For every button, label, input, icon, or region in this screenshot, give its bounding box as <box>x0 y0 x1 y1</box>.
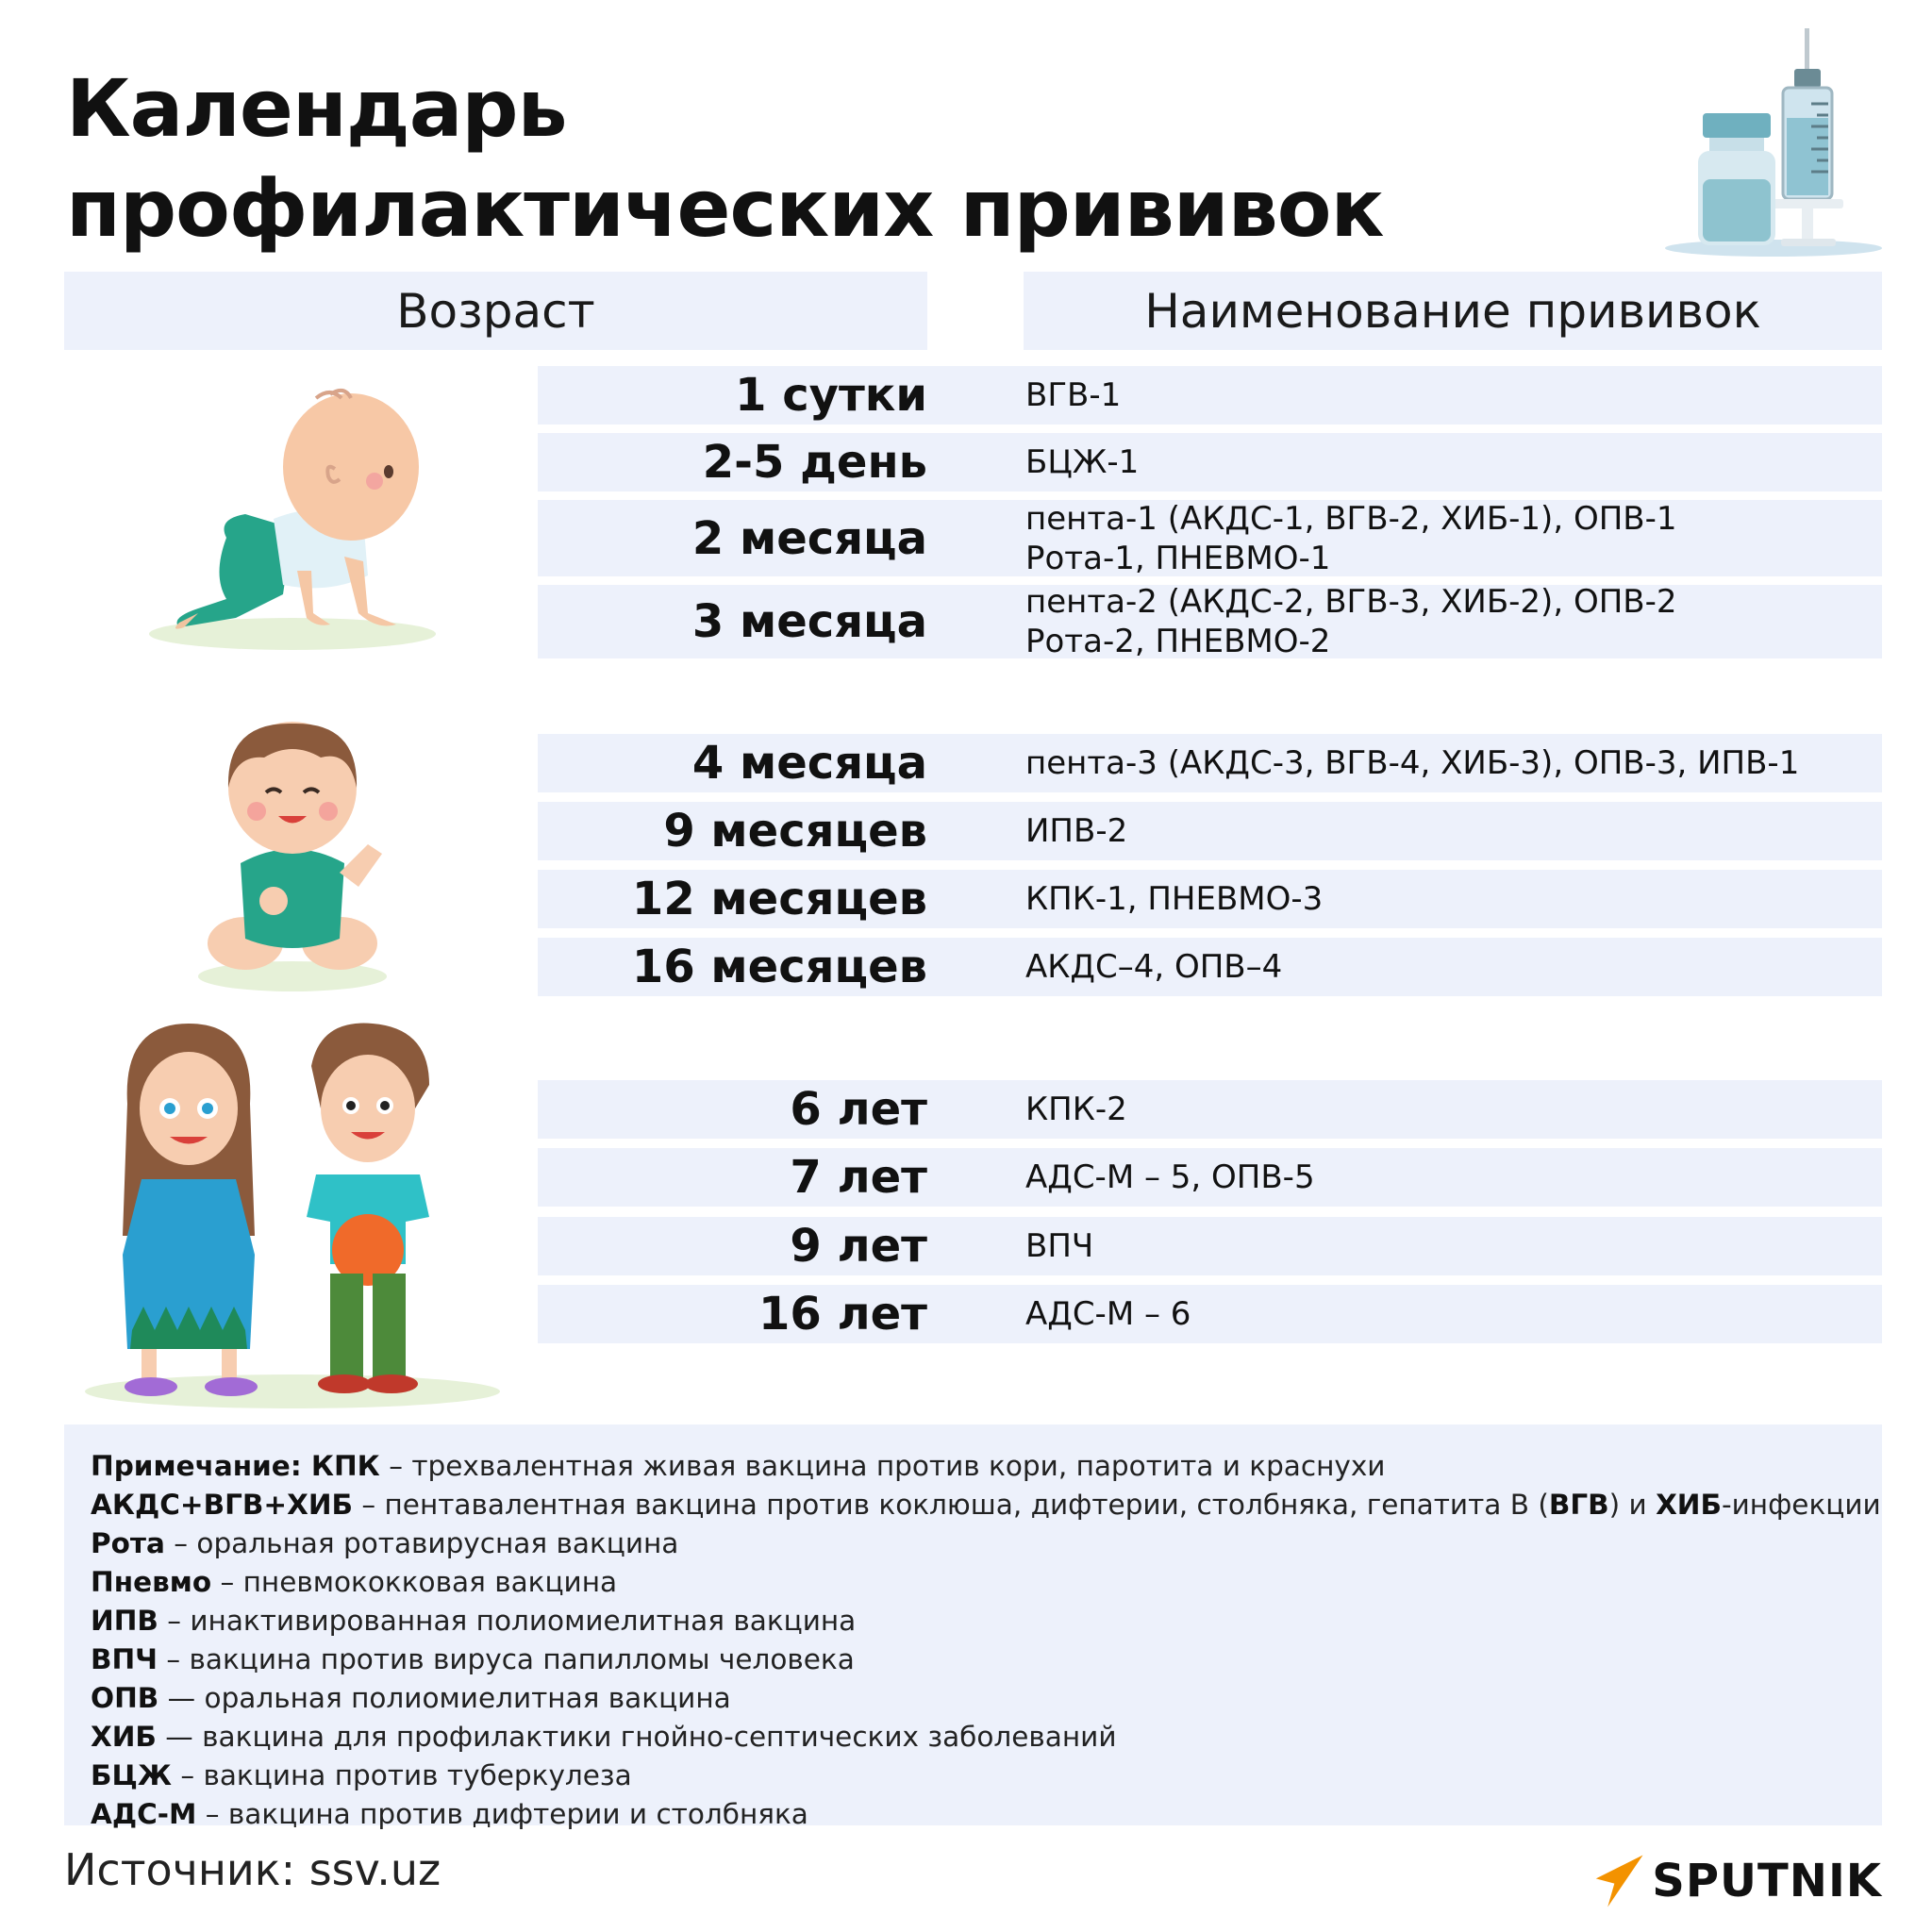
row-age: 12 месяцев <box>631 873 927 925</box>
row-age: 1 сутки <box>735 369 927 422</box>
note-line: ВПЧ – вакцина против вируса папилломы человека <box>91 1643 855 1675</box>
row-age: 9 месяцев <box>663 805 927 858</box>
row-age: 2 месяца <box>691 511 927 565</box>
schedule-row <box>538 1148 1882 1207</box>
note-line: ХИБ — вакцина для профилактики гнойно-септических заболеваний <box>91 1721 1117 1753</box>
row-age: 16 месяцев <box>631 941 927 993</box>
row-age: 3 месяца <box>691 595 927 648</box>
row-vaccines: пента-3 (АКДС-3, ВГВ-4, ХИБ-3), ОПВ-3, ИПВ-1 <box>1025 744 1800 782</box>
schedule-row <box>538 366 1882 425</box>
title-line-1: Календарь <box>66 62 567 155</box>
schedule-row <box>538 1080 1882 1139</box>
row-age: 16 лет <box>758 1288 927 1341</box>
sputnik-logo[interactable] <box>1594 1844 1882 1918</box>
row-age: 6 лет <box>790 1083 927 1136</box>
notes-panel <box>64 1424 1882 1830</box>
vial-syringe-icon <box>1660 24 1887 259</box>
title-line-2: профилактических прививок <box>66 162 1384 255</box>
note-line: ОПВ — оральная полиомиелитная вакцина <box>91 1682 731 1714</box>
schedule-row <box>538 802 1882 860</box>
schedule-row <box>538 870 1882 928</box>
row-vaccines: ВПЧ <box>1025 1227 1094 1265</box>
note-line: Рота – оральная ротавирусная вакцина <box>91 1527 679 1559</box>
row-vaccines: пента-2 (АКДС-2, ВГВ-3, ХИБ-2), ОПВ-2 Рота-2, ПНЕВМО-2 <box>1025 583 1677 660</box>
schedule-row <box>538 1285 1882 1343</box>
schedule-row <box>538 938 1882 996</box>
row-age: 2-5 день <box>702 436 927 489</box>
schedule-row <box>538 1217 1882 1275</box>
note-line: АДС-М – вакцина против дифтерии и столбняка <box>91 1798 808 1830</box>
row-age: 4 месяца <box>691 737 927 790</box>
row-vaccines: КПК-1, ПНЕВМО-3 <box>1025 880 1324 918</box>
sputnik-arrow-icon <box>1594 1848 1644 1914</box>
schedule-row <box>538 433 1882 491</box>
source-text: Источник: ssv.uz <box>64 1844 441 1895</box>
schedule-row <box>538 500 1882 576</box>
note-line: БЦЖ – вакцина против туберкулеза <box>91 1759 632 1791</box>
header-age: Возраст <box>64 272 927 350</box>
note-line: АКДС+ВГВ+ХИБ – пентавалентная вакцина против коклюша, дифтерии, столбняка, гепатита В (ВГВ) и ХИБ-инфекции <box>91 1489 1881 1521</box>
row-age: 9 лет <box>790 1220 927 1273</box>
row-vaccines: КПК-2 <box>1025 1091 1127 1128</box>
schedule-row <box>538 734 1882 792</box>
row-vaccines: АДС-М – 5, ОПВ-5 <box>1025 1158 1315 1196</box>
header-vaccines: Наименование прививок <box>1024 272 1882 350</box>
row-age: 7 лет <box>790 1151 927 1204</box>
girl-boy-illustration <box>85 1019 500 1415</box>
row-vaccines: ИПВ-2 <box>1025 812 1128 850</box>
schedule-row <box>538 585 1882 658</box>
row-vaccines: ВГВ-1 <box>1025 376 1122 414</box>
row-vaccines: АКДС–4, ОПВ–4 <box>1025 948 1283 986</box>
sitting-toddler-illustration <box>189 712 396 995</box>
row-vaccines: пента-1 (АКДС-1, ВГВ-2, ХИБ-1), ОПВ-1 Рота-1, ПНЕВМО-1 <box>1025 499 1677 577</box>
row-vaccines: БЦЖ-1 <box>1025 443 1140 481</box>
page-title <box>66 58 1575 258</box>
crawling-baby-illustration <box>142 377 443 660</box>
logo-text: SPUTNIK <box>1652 1855 1882 1907</box>
row-vaccines: АДС-М – 6 <box>1025 1295 1191 1333</box>
note-line: Пневмо – пневмококковая вакцина <box>91 1566 618 1598</box>
note-line: Примечание: КПК – трехвалентная живая вакцина против кори, паротита и краснухи <box>91 1450 1386 1482</box>
note-line: ИПВ – инактивированная полиомиелитная вакцина <box>91 1605 857 1637</box>
